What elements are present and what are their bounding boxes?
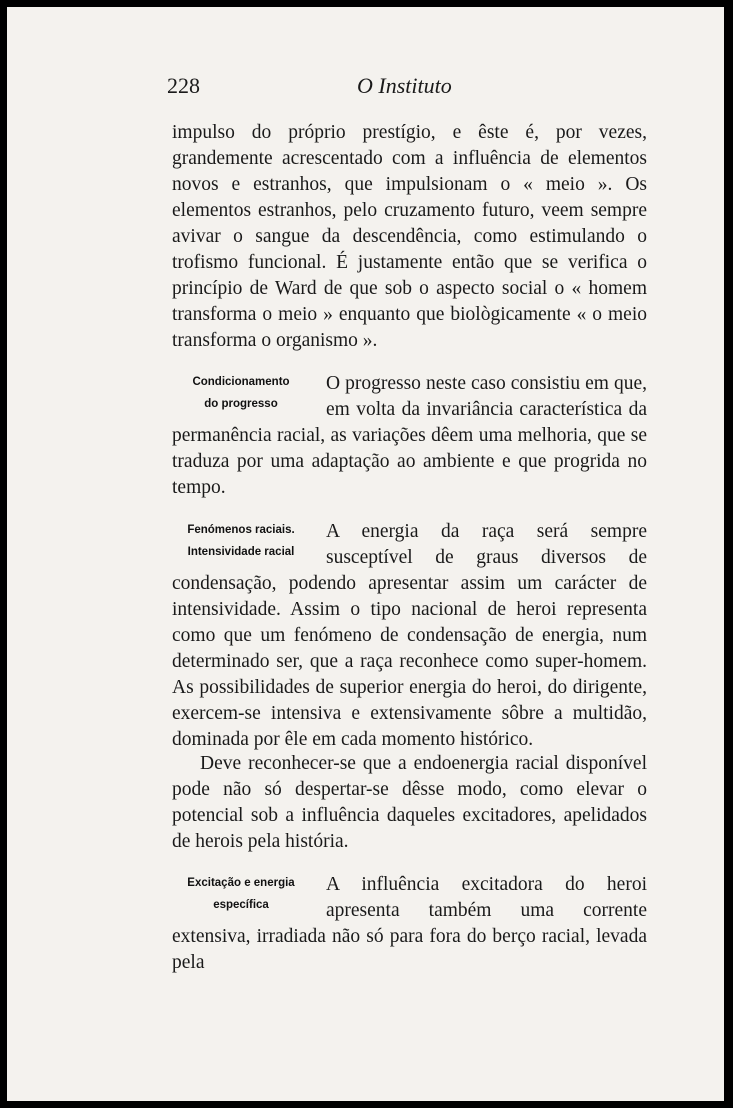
section-condicionamento-text: O progresso neste caso consistiu em que, em volta da invariância característica da permanência racial, as variações dêem uma melhoria, que se traduza por uma adaptação ao ambiente e que progrida no tempo. (172, 373, 647, 498)
section-condicionamento (172, 371, 647, 501)
margin-note-condicionamento (172, 371, 310, 415)
running-title: O Instituto (357, 73, 452, 98)
margin-note-line: Condicionamento (192, 376, 290, 388)
paragraph-3 (172, 751, 647, 855)
margin-note-excitacao (172, 872, 310, 916)
margin-note-line: Excitação e energia (187, 877, 295, 889)
margin-note-line: Fenómenos raciais. (187, 524, 295, 536)
margin-note-line: específica (213, 899, 269, 911)
page-number: 228 (167, 73, 200, 98)
section-fenomenos (172, 519, 647, 753)
margin-note-line: Intensividade racial (187, 546, 295, 558)
section-excitacao (172, 872, 647, 976)
paragraph-1 (172, 120, 647, 354)
paragraph-3-text: Deve reconhecer-se que a endoenergia racial disponível pode não só despertar-se dêsse modo, como elevar o potencial sob a influência daqueles excitadores, apelidados de herois pela história. (172, 753, 647, 852)
book-page (7, 7, 724, 1101)
margin-note-line: do progresso (204, 398, 278, 410)
section-excitacao-text: A influência excitadora do heroi apresenta também uma corrente extensiva, irradiada não só para fora do berço racial, levada pela (172, 874, 647, 973)
paragraph-1-text: impulso do próprio prestígio, e êste é, por vezes, grandemente acrescentado com a influência de elementos novos e estranhos, que impulsionam o « meio ». Os elementos estranhos, pelo cruzamento futuro, veem sempre avivar o sangue da descendência, como estimulando o trofismo funcional. É justamente então que se verifica o princípio de Ward de que sob o aspecto social o « homem transforma o meio » enquanto que biològicamente « o meio transforma o organismo ». (172, 122, 647, 351)
section-fenomenos-text: A energia da raça será sempre susceptível de graus diversos de condensação, podendo apresentar assim um carácter de intensividade. Assim o tipo nacional de heroi representa como que um fenómeno de condensação de energia, num determinado ser, que a raça reconhece como super-homem. As possibilidades de superior energia do heroi, do dirigente, exercem-se intensiva e extensivamente sôbre a multidão, dominada por êle em cada momento histórico. (172, 521, 647, 750)
page-header (7, 73, 724, 103)
margin-note-fenomenos (172, 519, 310, 563)
